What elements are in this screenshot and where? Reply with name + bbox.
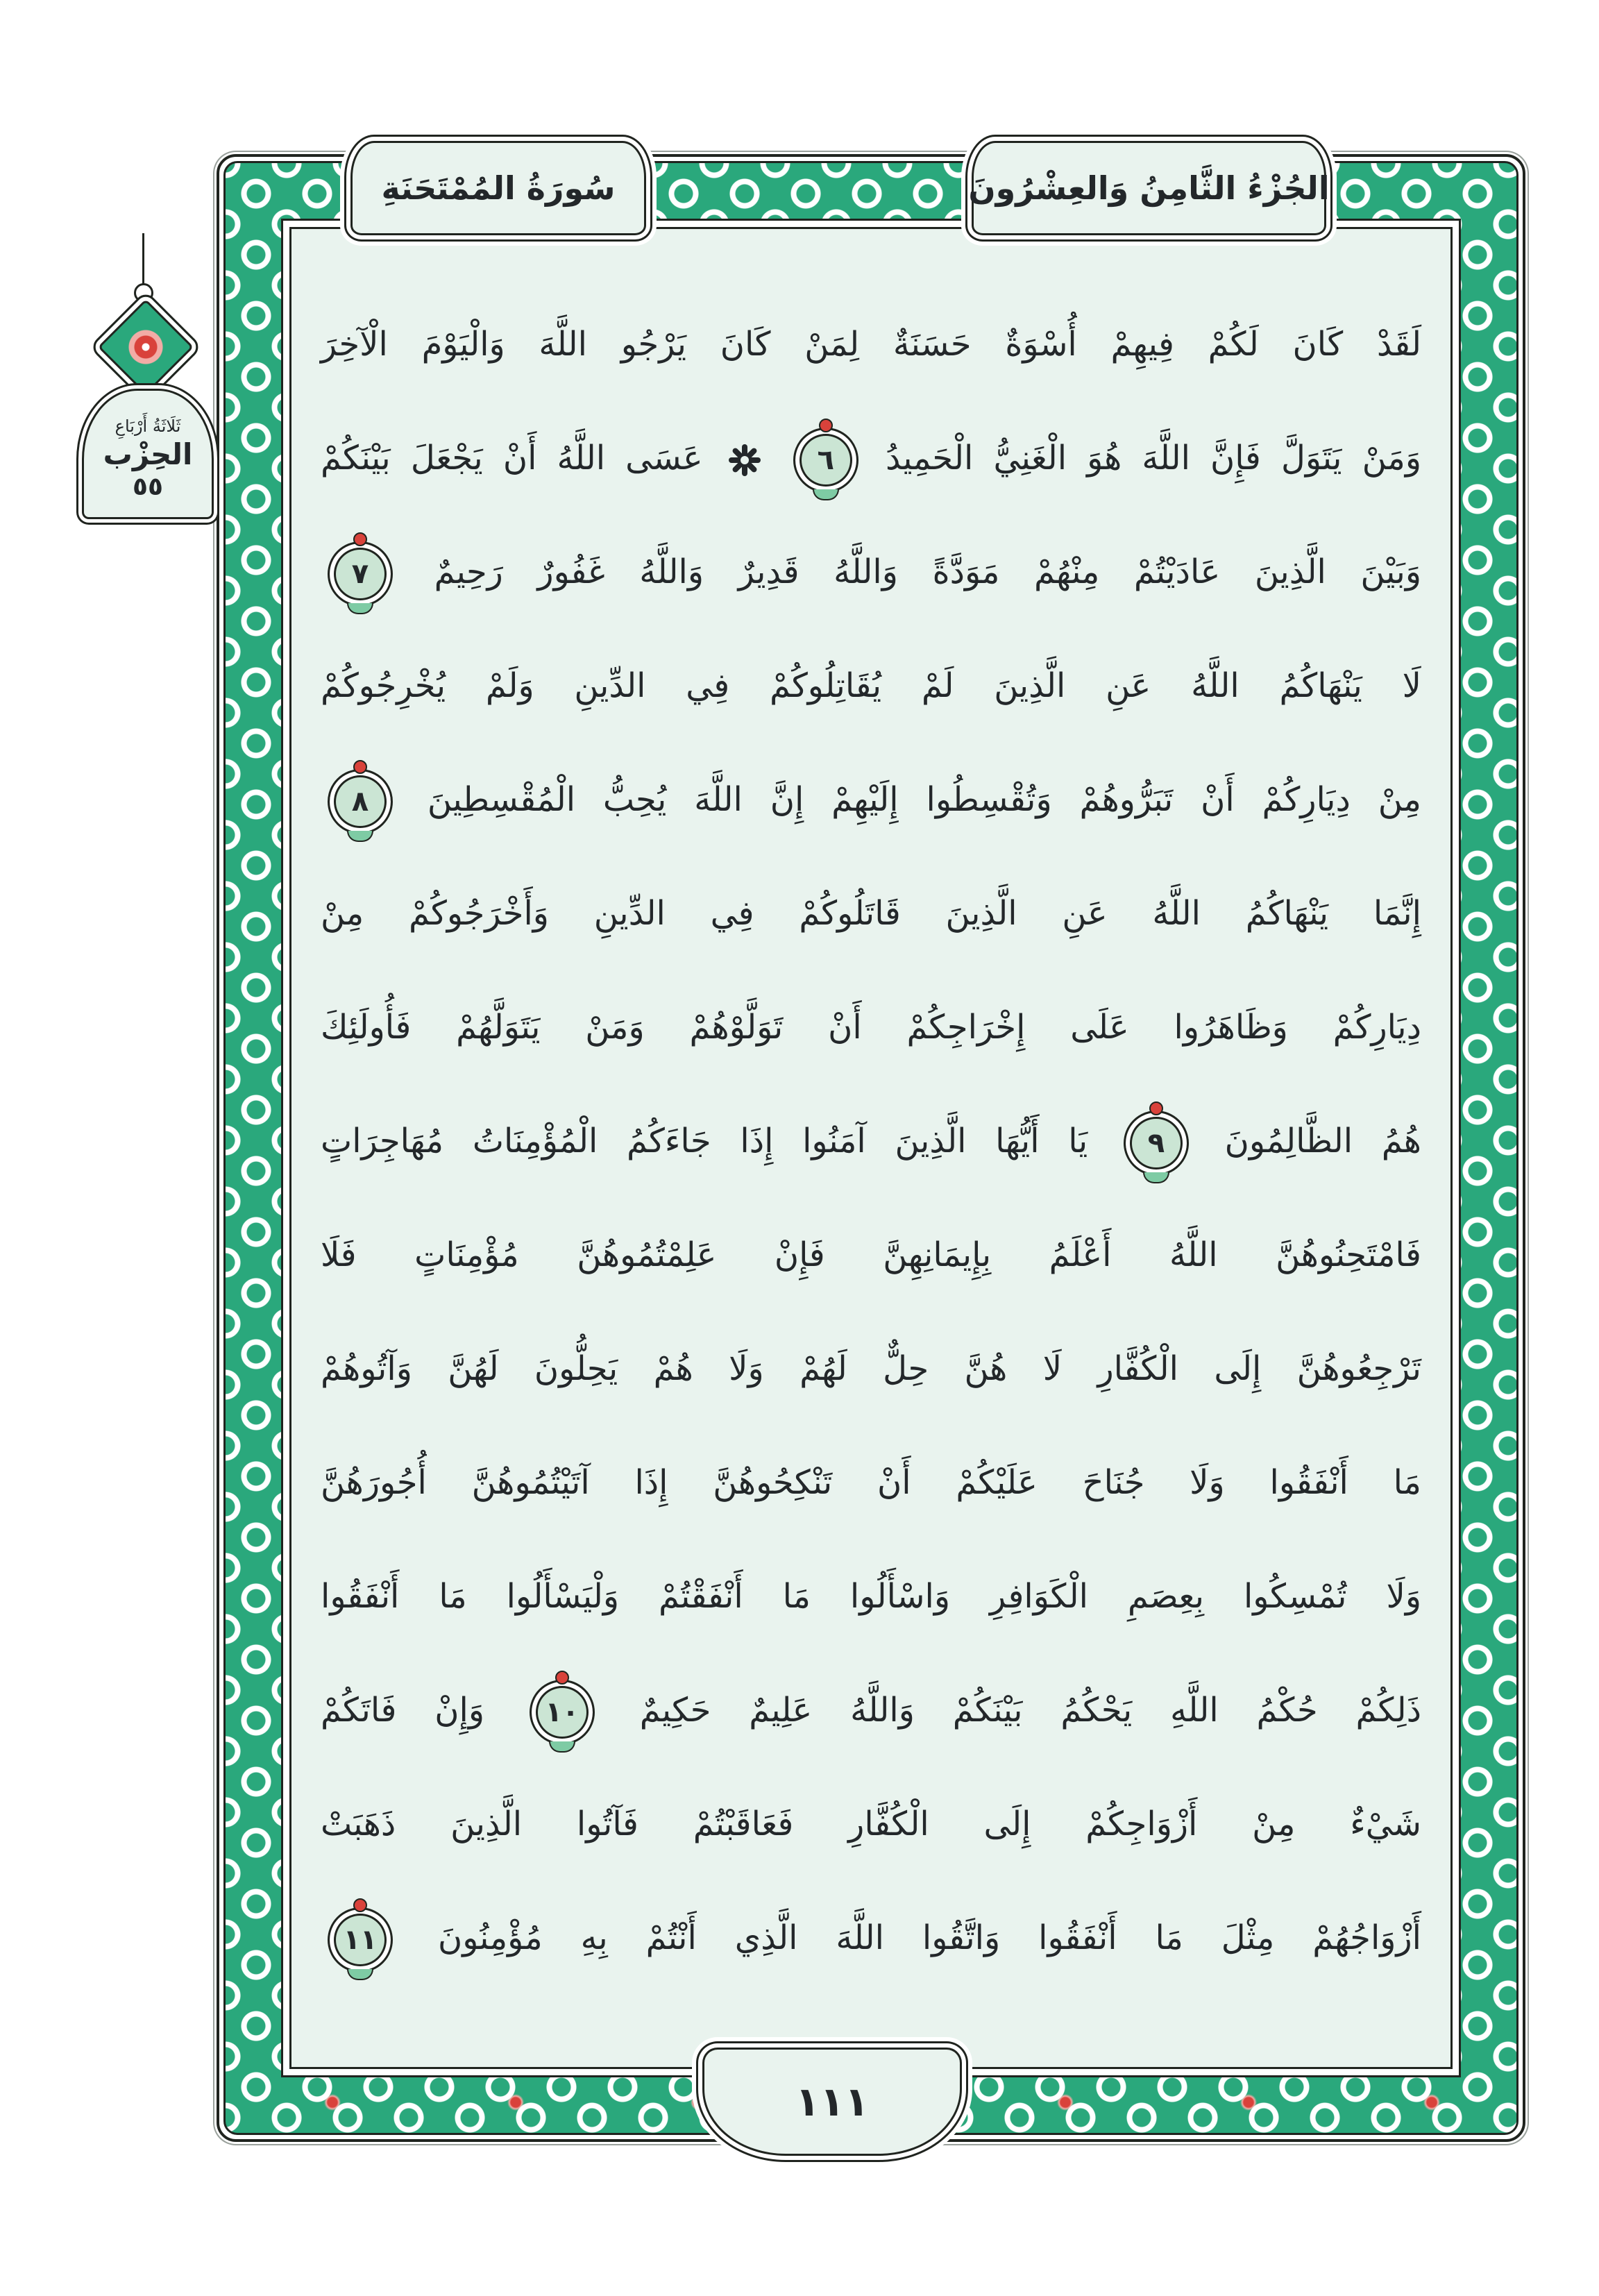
ayah-end-medallion-icon xyxy=(328,541,393,607)
quran-line xyxy=(321,1312,1421,1426)
ayah-text: لَا يَنْهَاكُمُ اللَّهُ عَنِ الَّذِينَ لَمْ يُقَاتِلُوكُمْ فِي الدِّينِ وَلَمْ يُخْرِجُوكُمْ xyxy=(321,666,1421,705)
arabesque-border-band xyxy=(223,161,1518,2135)
ayah-number: ٧ xyxy=(351,558,369,590)
quran-line xyxy=(321,1539,1421,1653)
ayah-text: دِيَارِكُمْ وَظَاهَرُوا عَلَى إِخْرَاجِكُمْ أَنْ تَوَلَّوْهُمْ وَمَنْ يَتَوَلَّهُمْ فَأُولَئِكَ xyxy=(321,1008,1421,1047)
quran-line xyxy=(321,401,1421,515)
ayah-end-medallion-icon xyxy=(530,1680,595,1745)
ayah-text: شَيْءٌ مِنْ أَزْوَاجِكُمْ إِلَى الْكُفَّارِ فَعَاقَبْتُمْ فَآتُوا الَّذِينَ ذَهَبَتْ xyxy=(321,1805,1421,1843)
ayah-text: وَلَا تُمْسِكُوا بِعِصَمِ الْكَوَافِرِ وَاسْأَلُوا مَا أَنْفَقْتُمْ وَلْيَسْأَلُوا مَا أَنْفَقُوا xyxy=(321,1577,1421,1616)
surah-name: سُورَةُ المُمْتَحَنَةِ xyxy=(381,169,616,207)
ayah-number: ٩ xyxy=(1147,1127,1165,1159)
quran-line xyxy=(321,970,1421,1084)
flower-icon xyxy=(115,316,176,378)
hizb-number: ٥٥ xyxy=(133,473,163,501)
quran-line xyxy=(321,1881,1421,1995)
quran-line xyxy=(321,1426,1421,1539)
hizb-word-label: الحِزْب xyxy=(103,437,193,471)
hizb-fraction-label: ثَلَاثَةُ أَرْبَاعِ xyxy=(115,416,181,436)
quran-line xyxy=(321,743,1421,856)
decorative-frame xyxy=(217,154,1525,2142)
ayah-number: ١١ xyxy=(343,1924,378,1956)
ayah-text: مَا أَنْفَقُوا وَلَا جُنَاحَ عَلَيْكُمْ أَنْ تَنْكِحُوهُنَّ إِذَا آتَيْتُمُوهُنَّ أُجُورَهُنَّ xyxy=(321,1463,1421,1502)
ayah-number: ٦ xyxy=(817,444,835,476)
ayah-end-medallion-icon xyxy=(793,428,858,493)
ayah-text: وَمَنْ يَتَوَلَّ فَإِنَّ اللَّهَ هُوَ الْغَنِيُّ الْحَمِيدُ xyxy=(885,439,1422,478)
ayah-text: يَا أَيُّهَا الَّذِينَ آمَنُوا إِذَا جَاءَكُمُ الْمُؤْمِنَاتُ مُهَاجِرَاتٍ xyxy=(321,1122,1088,1160)
hizb-marker xyxy=(82,389,214,519)
juz-name-cartouche xyxy=(968,141,1330,235)
ayah-text: عَسَى اللَّهُ أَنْ يَجْعَلَ بَيْنَكُمْ xyxy=(321,439,703,478)
quran-line xyxy=(321,1198,1421,1312)
ayah-text: إِنَّمَا يَنْهَاكُمُ اللَّهُ عَنِ الَّذِينَ قَاتَلُوكُمْ فِي الدِّينِ وَأَخْرَجُوكُمْ مِنْ xyxy=(321,894,1421,933)
juz-name: الجُزْءُ الثَّامِنُ وَالعِشْرُونَ xyxy=(968,169,1330,207)
surah-name-cartouche xyxy=(350,141,646,235)
rub-el-hizb-star-icon xyxy=(729,444,761,476)
inner-frame-line xyxy=(281,219,1461,2077)
quran-lines xyxy=(291,229,1450,2067)
pendant-hang-line xyxy=(142,233,144,286)
quran-line xyxy=(321,1653,1421,1767)
ayah-text: تَرْجِعُوهُنَّ إِلَى الْكُفَّارِ لَا هُنَّ حِلٌّ لَهُمْ وَلَا هُمْ يَحِلُّونَ لَهُنَّ وَآتُوهُمْ xyxy=(321,1349,1421,1388)
ayah-text: أَزْوَاجُهُمْ مِثْلَ مَا أَنْفَقُوا وَاتَّقُوا اللَّهَ الَّذِي أَنْتُمْ بِهِ مُؤْمِنُونَ xyxy=(437,1918,1421,1957)
ayah-text: ذَلِكُمْ حُكْمُ اللَّهِ يَحْكُمُ بَيْنَكُمْ وَاللَّهُ عَلِيمٌ حَكِيمٌ xyxy=(639,1691,1421,1730)
quran-line xyxy=(321,287,1421,401)
quran-line xyxy=(321,1767,1421,1881)
ayah-text: وَبَيْنَ الَّذِينَ عَادَيْتُمْ مِنْهُمْ مَوَدَّةً وَاللَّهُ قَدِيرٌ وَاللَّهُ غَفُورٌ رَحِيمٌ xyxy=(434,552,1421,591)
ayah-number: ١٠ xyxy=(545,1696,579,1728)
ayah-end-medallion-icon xyxy=(328,1907,393,1973)
pendant-diamond-ornament xyxy=(89,290,203,404)
ayah-end-medallion-icon xyxy=(328,769,393,834)
quran-line xyxy=(321,856,1421,970)
quran-text-panel xyxy=(289,227,1453,2069)
ayah-text: لَقَدْ كَانَ لَكُمْ فِيهِمْ أُسْوَةٌ حَسَنَةٌ لِمَنْ كَانَ يَرْجُو اللَّهَ وَالْيَوْمَ الْآخِرَ xyxy=(321,325,1421,364)
quran-line xyxy=(321,629,1421,743)
ayah-number: ٨ xyxy=(351,786,369,818)
ayah-text: مِنْ دِيَارِكُمْ أَنْ تَبَرُّوهُمْ وَتُقْسِطُوا إِلَيْهِمْ إِنَّ اللَّهَ يُحِبُّ الْمُقْسِطِينَ xyxy=(427,780,1421,819)
ayah-text: هُمُ الظَّالِمُونَ xyxy=(1224,1122,1421,1160)
ayah-text: وَإِنْ فَاتَكُمْ xyxy=(321,1691,485,1730)
ayah-end-medallion-icon xyxy=(1124,1111,1189,1176)
quran-line xyxy=(321,515,1421,629)
page-number-cartouche xyxy=(702,2048,962,2156)
ayah-text: فَامْتَحِنُوهُنَّ اللَّهُ أَعْلَمُ بِإِيمَانِهِنَّ فَإِنْ عَلِمْتُمُوهُنَّ مُؤْمِنَاتٍ فَلَا xyxy=(321,1235,1421,1274)
page-number: ١١١ xyxy=(795,2078,870,2125)
quran-line xyxy=(321,1084,1421,1198)
